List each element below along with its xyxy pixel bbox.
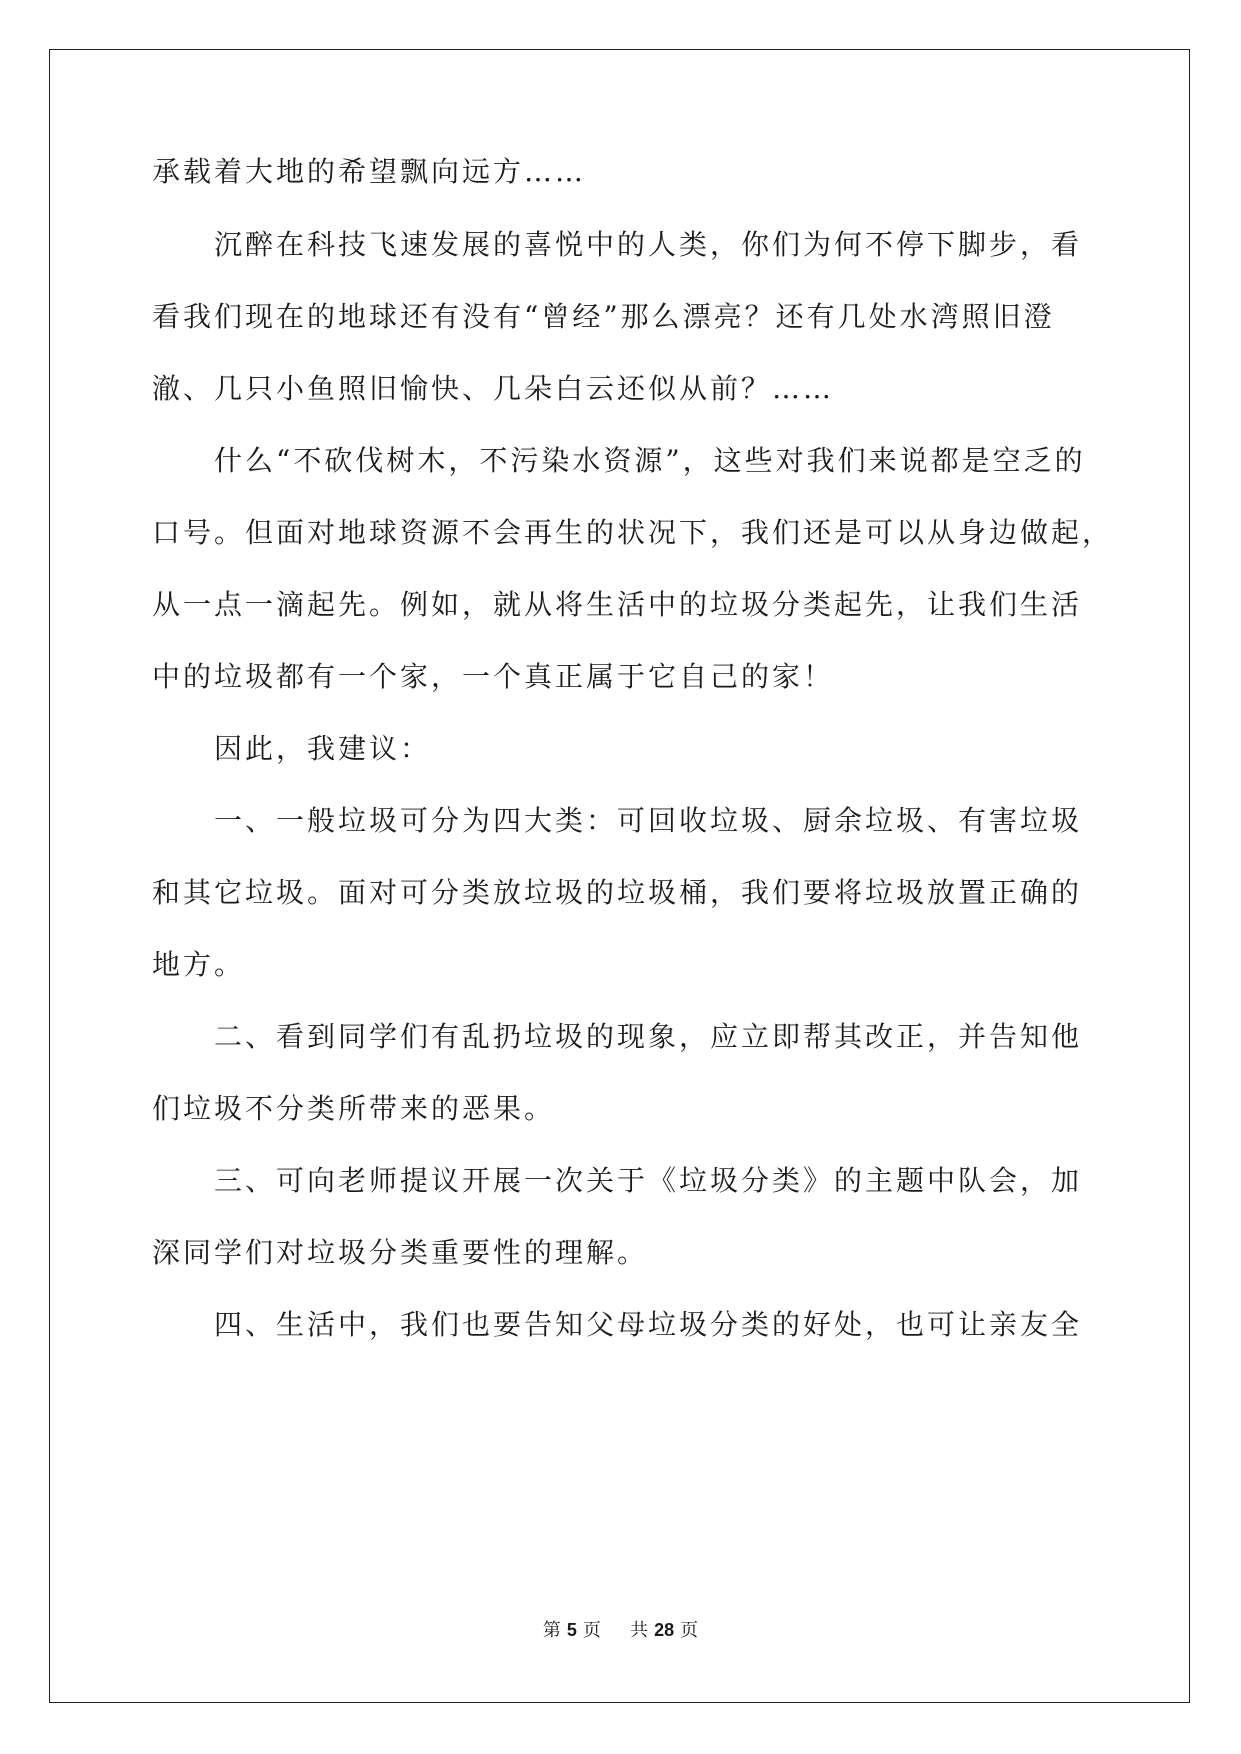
text-line: 从一点一滴起先。例如，就从将生活中的垃圾分类起先，让我们生活 xyxy=(152,588,1083,621)
text-line: 沉醉在科技飞速发展的喜悦中的人类，你们为何不停下脚步，看 xyxy=(214,228,1083,261)
text-line: 一、一般垃圾可分为四大类：可回收垃圾、厨余垃圾、有害垃圾 xyxy=(214,804,1083,837)
text-line: 澈、几只小鱼照旧愉快、几朵白云还似从前？…… xyxy=(152,372,835,405)
text-line: 深同学们对垃圾分类重要性的理解。 xyxy=(152,1236,649,1269)
text-line: 中的垃圾都有一个家，一个真正属于它自己的家！ xyxy=(152,660,835,693)
text-line: 承载着大地的希望飘向远方…… xyxy=(152,155,587,188)
text-line: 看我们现在的地球还有没有“曾经”那么漂亮？还有几处水湾照旧澄 xyxy=(152,300,1055,333)
text-line: 口号。但面对地球资源不会再生的状况下，我们还是可以从身边做起， xyxy=(152,516,1114,549)
text-line: 地方。 xyxy=(152,948,246,981)
text-line: 因此，我建议： xyxy=(214,732,432,765)
text-line: 三、可向老师提议开展一次关于《垃圾分类》的主题中队会，加 xyxy=(214,1164,1083,1197)
text-line: 们垃圾不分类所带来的恶果。 xyxy=(152,1092,556,1125)
page-footer xyxy=(0,1616,1241,1642)
page-number: 第 5 页 xyxy=(542,1620,601,1641)
text-line: 和其它垃圾。面对可分类放垃圾的垃圾桶，我们要将垃圾放置正确的 xyxy=(152,876,1083,909)
text-line: 什么“不砍伐树木，不污染水资源”，这些对我们来说都是空乏的 xyxy=(214,444,1086,477)
total-pages: 共 28 页 xyxy=(630,1620,699,1641)
text-line: 二、看到同学们有乱扔垃圾的现象，应立即帮其改正，并告知他 xyxy=(214,1020,1083,1053)
text-line: 四、生活中，我们也要告知父母垃圾分类的好处，也可让亲友全 xyxy=(214,1308,1083,1341)
